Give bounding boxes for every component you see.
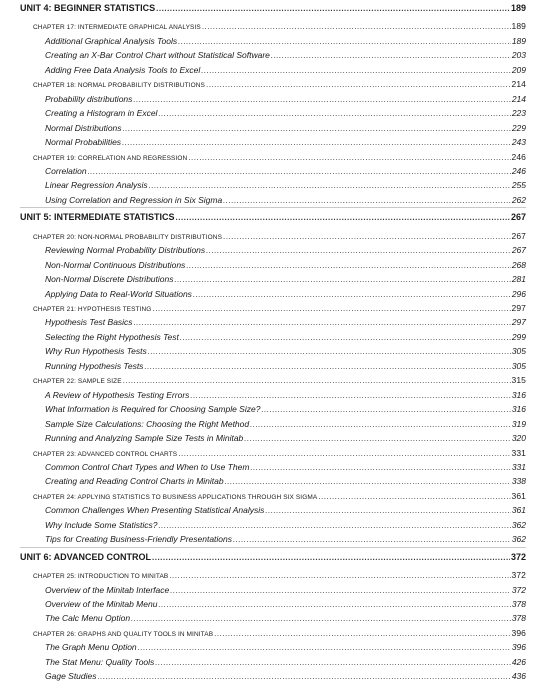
toc-section-entry[interactable] [45, 195, 526, 205]
toc-dot-leader [158, 110, 510, 118]
toc-page-number: 255 [511, 180, 526, 191]
toc-page-number: 214 [511, 79, 526, 90]
toc-section-entry[interactable] [45, 180, 526, 190]
toc-page-number: 189 [511, 35, 526, 46]
toc-entry-title: UNIT 5: INTERMEDIATE STATISTICS [20, 212, 175, 223]
toc-entry-title: CHAPTER 18: NORMAL PROBABILITY DISTRIBUTIONS [33, 82, 205, 90]
toc-page-number: 372 [510, 551, 526, 562]
toc-dot-leader [244, 435, 511, 443]
toc-section-entry[interactable] [45, 671, 526, 681]
unit-separator-line [20, 547, 526, 548]
toc-entry-title: Additional Graphical Analysis Tools [45, 35, 178, 46]
toc-page-number: 246 [511, 165, 526, 176]
toc-dot-leader [225, 478, 511, 486]
toc-dot-leader [152, 554, 510, 562]
toc-dot-leader [133, 96, 510, 104]
toc-dot-leader [233, 536, 511, 544]
toc-page-number: 426 [511, 656, 526, 667]
toc-section-entry[interactable] [45, 476, 526, 486]
toc-entry-title: Overview of the Minitab Interface [45, 584, 170, 595]
toc-page-number: 396 [511, 627, 526, 638]
toc-page-number: 267 [511, 230, 526, 241]
toc-entry-title: Creating and Reading Control Charts in Minitab [45, 476, 224, 487]
toc-entry-title: Why Include Some Statistics? [45, 519, 158, 530]
toc-chapter-entry[interactable] [33, 79, 526, 89]
toc-dot-leader [201, 67, 511, 75]
toc-dot-leader [152, 305, 510, 313]
toc-page-number: 267 [510, 212, 526, 223]
toc-entry-title: UNIT 4: BEGINNER STATISTICS [20, 3, 156, 13]
toc-section-entry[interactable] [45, 36, 526, 46]
toc-entry-title: A Review of Hypothesis Testing Errors [45, 389, 190, 400]
toc-section-entry[interactable] [45, 433, 526, 443]
toc-page-number: 189 [511, 21, 526, 32]
toc-page-number: 209 [511, 64, 526, 75]
toc-dot-leader [170, 587, 511, 595]
toc-dot-leader [123, 125, 511, 133]
toc-entry-title: CHAPTER 21: HYPOTHESIS TESTING [33, 306, 152, 313]
toc-page-number: 331 [511, 461, 526, 472]
toc-section-entry[interactable] [45, 245, 526, 255]
toc-page-number: 281 [511, 274, 526, 285]
toc-dot-leader [148, 348, 511, 356]
toc-entry-title: Why Run Hypothesis Tests [45, 346, 147, 357]
toc-entry-title: The Calc Menu Option [45, 613, 131, 624]
toc-entry-title: Applying Data to Real-World Situations [45, 288, 192, 299]
toc-page-number: 378 [511, 599, 526, 609]
toc-dot-leader [265, 507, 510, 515]
toc-chapter-entry[interactable] [33, 448, 526, 458]
toc-entry-title: Hypothesis Test Basics [45, 317, 133, 328]
toc-dot-leader [158, 522, 510, 530]
toc-section-entry[interactable] [45, 50, 526, 60]
toc-page-number: 319 [511, 418, 526, 429]
toc-page-number: 378 [511, 613, 526, 624]
toc-section-entry[interactable] [45, 346, 526, 356]
toc-page-number: 305 [511, 346, 526, 357]
toc-dot-leader [214, 630, 510, 638]
toc-entry-title: Non-Normal Discrete Distributions [45, 274, 174, 285]
toc-section-entry[interactable] [45, 404, 526, 414]
toc-dot-leader [98, 673, 511, 681]
toc-entry-title: Adding Free Data Analysis Tools to Excel [45, 64, 201, 75]
toc-page-number: 305 [511, 360, 526, 371]
toc-unit-entry[interactable] [20, 3, 526, 13]
toc-unit-entry[interactable] [20, 552, 526, 562]
toc-dot-leader [271, 52, 511, 60]
toc-section-entry[interactable] [45, 585, 526, 595]
toc-dot-leader [206, 81, 511, 89]
toc-dot-leader [178, 450, 510, 458]
toc-entry-title: CHAPTER 25: INTRODUCTION TO MINITAB [33, 573, 169, 581]
toc-page-number: 372 [511, 584, 526, 595]
toc-section-entry[interactable] [45, 123, 526, 133]
toc-entry-title: Running Hypothesis Tests [45, 360, 144, 371]
toc-chapter-entry[interactable] [33, 375, 526, 385]
toc-section-entry[interactable] [45, 642, 526, 652]
toc-section-entry[interactable] [45, 65, 526, 75]
toc-dot-leader [123, 377, 511, 385]
toc-entry-title: Using Correlation and Regression in Six Sigma [45, 194, 223, 205]
toc-entry-title: CHAPTER 26: GRAPHS AND QUALITY TOOLS IN MINITAB [33, 630, 214, 638]
toc-dot-leader [193, 291, 511, 299]
toc-chapter-entry[interactable] [33, 491, 526, 501]
toc-dot-leader [186, 262, 511, 270]
toc-page-number: 372 [511, 570, 526, 581]
toc-section-entry[interactable] [45, 390, 526, 400]
toc-entry-title: CHAPTER 17: INTERMEDIATE GRAPHICAL ANALYSIS [33, 24, 201, 32]
toc-page-number: 223 [511, 108, 526, 119]
toc-entry-title: Linear Regression Analysis [45, 180, 148, 191]
toc-page-number: 436 [511, 671, 526, 682]
toc-section-entry[interactable] [45, 505, 526, 515]
toc-section-entry[interactable] [45, 462, 526, 472]
toc-dot-leader [144, 363, 510, 371]
toc-chapter-entry[interactable] [33, 21, 526, 31]
toc-entry-title: The Graph Menu Option [45, 642, 137, 653]
toc-entry-title: CHAPTER 19: CORRELATION AND REGRESSION [33, 154, 188, 162]
toc-entry-title: The Stat Menu: Quality Tools [45, 656, 155, 667]
toc-entry-title: Correlation [45, 165, 87, 176]
toc-section-entry[interactable] [45, 534, 526, 544]
toc-entry-title: Non-Normal Continuous Distributions [45, 259, 186, 270]
toc-page-number: 297 [511, 303, 526, 313]
toc-entry-title: CHAPTER 20: NON-NORMAL PROBABILITY DISTRIBUTIONS [33, 233, 222, 241]
unit-separator-line [20, 207, 526, 208]
toc-entry-title: Normal Probabilities [45, 137, 122, 148]
toc-page-number: 262 [511, 194, 526, 205]
toc-chapter-entry[interactable] [33, 628, 526, 638]
toc-dot-leader [250, 464, 510, 472]
toc-dot-leader [261, 406, 510, 414]
toc-page-number: 214 [511, 93, 526, 104]
toc-page-number: 320 [511, 433, 526, 444]
toc-chapter-entry[interactable] [33, 152, 526, 162]
toc-page-number: 315 [511, 375, 526, 386]
toc-dot-leader [88, 168, 511, 176]
toc-page-number: 361 [511, 490, 526, 501]
toc-entry-title: Tips for Creating Business-Friendly Presentations [45, 534, 233, 545]
toc-section-entry[interactable] [45, 274, 526, 284]
toc-entry-title: CHAPTER 24: APPLYING STATISTICS TO BUSINESS APPLICATIONS THROUGH SIX SIGMA [33, 493, 318, 501]
toc-dot-leader [176, 214, 510, 222]
toc-entry-title: UNIT 6: ADVANCED CONTROL [20, 551, 151, 562]
toc-entry-title: Overview of the Minitab Menu [45, 599, 158, 609]
toc-entry-title: Sample Size Calculations: Choosing the Right Method [45, 418, 250, 429]
toc-dot-leader [169, 572, 510, 580]
toc-dot-leader [138, 644, 511, 652]
toc-unit-entry[interactable] [20, 212, 526, 222]
toc-section-entry[interactable] [45, 166, 526, 176]
toc-entry-title: Running and Analyzing Sample Size Tests in Minitab [45, 433, 244, 444]
toc-entry-title: Probability distributions [45, 93, 133, 104]
toc-page-number: 203 [511, 50, 526, 61]
toc-dot-leader [188, 154, 510, 162]
toc-dot-leader [180, 334, 511, 342]
toc-section-entry[interactable] [45, 332, 526, 342]
toc-page-number: 316 [511, 404, 526, 415]
toc-dot-leader [134, 319, 511, 327]
toc-entry-title: Common Control Chart Types and When to Use Them [45, 461, 250, 472]
toc-entry-title: CHAPTER 23: ADVANCED CONTROL CHARTS [33, 450, 178, 458]
toc-section-entry[interactable] [45, 317, 526, 327]
toc-dot-leader [158, 601, 510, 609]
toc-page-number: 316 [511, 389, 526, 400]
toc-section-entry[interactable] [45, 260, 526, 270]
toc-page-number: 362 [511, 519, 526, 530]
toc-page-number: 268 [511, 259, 526, 270]
toc-page-number: 267 [511, 245, 526, 256]
toc-page-number: 299 [511, 331, 526, 342]
toc-dot-leader [318, 493, 510, 501]
toc-dot-leader [202, 23, 511, 31]
toc-entry-title: Creating a Histogram in Excel [45, 108, 158, 119]
toc-dot-leader [250, 421, 511, 429]
toc-entry-title: What Information is Required for Choosing Sample Size? [45, 404, 261, 415]
toc-page-number: 297 [511, 317, 526, 328]
toc-entry-title: CHAPTER 22: SAMPLE SIZE [33, 378, 122, 386]
toc-page-number: 296 [511, 288, 526, 299]
toc-section-entry[interactable] [45, 108, 526, 118]
toc-entry-title: Reviewing Normal Probability Distributions [45, 245, 206, 256]
toc-page-number: 396 [511, 642, 526, 653]
toc-dot-leader [190, 392, 510, 400]
toc-section-entry[interactable] [45, 657, 526, 667]
toc-page-number: 246 [511, 151, 526, 162]
toc-page-number: 338 [511, 476, 526, 487]
toc-chapter-entry[interactable] [33, 303, 526, 313]
toc-dot-leader [149, 182, 511, 190]
toc-dot-leader [223, 233, 511, 241]
toc-dot-leader [206, 247, 511, 255]
toc-dot-leader [174, 276, 510, 284]
toc-page-number: 189 [510, 3, 526, 13]
toc-entry-title: Gage Studies [45, 671, 97, 682]
toc-section-entry[interactable] [45, 419, 526, 429]
toc-section-entry[interactable] [45, 361, 526, 371]
toc-dot-leader [131, 615, 511, 623]
toc-page-number: 229 [511, 122, 526, 133]
toc-page-number: 362 [511, 534, 526, 545]
toc-entry-title: Common Challenges When Presenting Statistical Analysis [45, 505, 265, 516]
toc-section-entry[interactable] [45, 137, 526, 147]
toc-section-entry[interactable] [45, 520, 526, 530]
toc-dot-leader [178, 38, 511, 46]
toc-dot-leader [223, 197, 511, 205]
toc-page-number: 331 [511, 447, 526, 458]
toc-section-entry[interactable] [45, 613, 526, 623]
toc-dot-leader [122, 139, 511, 147]
toc-entry-title: Selecting the Right Hypothesis Test [45, 331, 179, 342]
toc-chapter-entry[interactable] [33, 231, 526, 241]
toc-page-number: 243 [511, 137, 526, 148]
toc-dot-leader [155, 659, 511, 667]
toc-entry-title: Normal Distributions [45, 122, 122, 133]
toc-chapter-entry[interactable] [33, 570, 526, 580]
toc-entry-title: Creating an X-Bar Control Chart without Statistical Software [45, 50, 270, 61]
toc-section-entry[interactable] [45, 599, 526, 609]
toc-section-entry[interactable] [45, 94, 526, 104]
toc-page-number: 361 [511, 505, 526, 516]
toc-dot-leader [156, 5, 510, 13]
toc-section-entry[interactable] [45, 289, 526, 299]
